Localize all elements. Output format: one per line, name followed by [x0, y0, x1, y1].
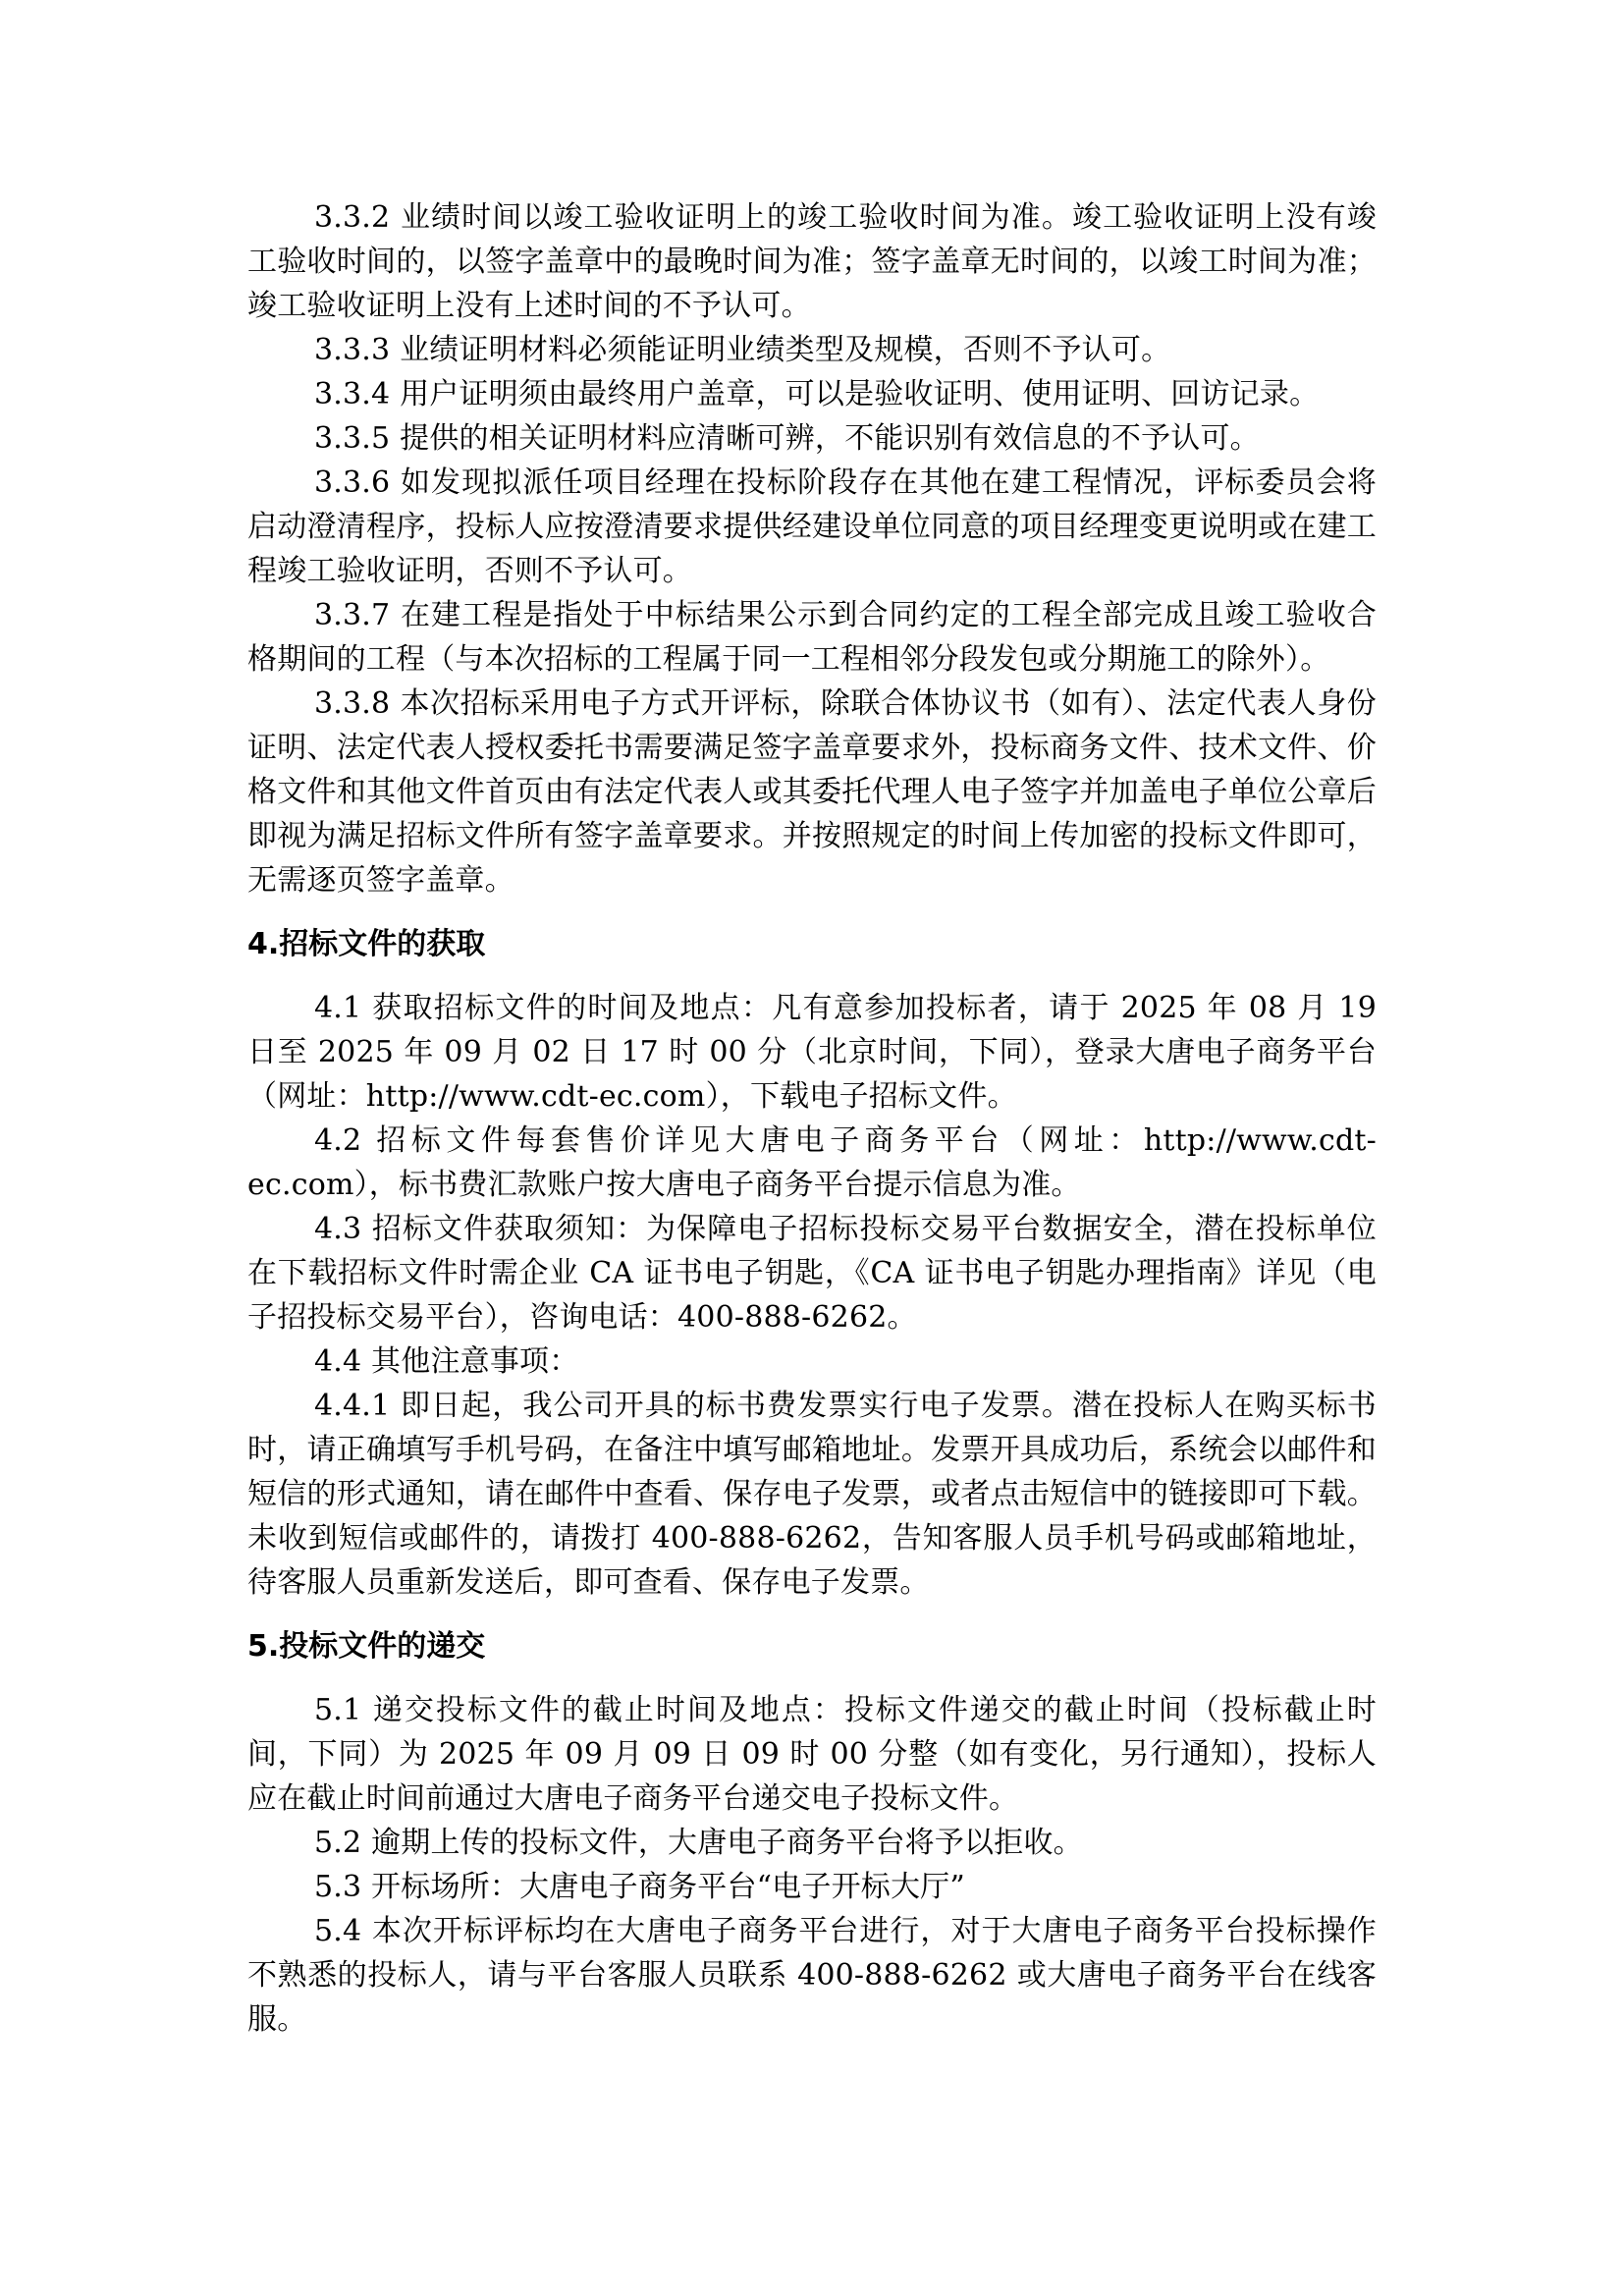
- paragraph-4-4: 4.4 其他注意事项：: [314, 1344, 579, 1379]
- paragraph-3-3-2: 3.3.2 业绩时间以竣工验收证明上的竣工验收时间为准。竣工验收证明上没有竣工验收时间的，以签字盖章中的最晚时间为准；签字盖章无时间的，以竣工时间为准；竣工验收证明上没有上述时间的不予认可。: [247, 200, 1377, 323]
- paragraph-5-2: 5.2 逾期上传的投标文件，大唐电子商务平台将予以拒收。: [314, 1826, 1083, 1860]
- section-4-heading: 4.招标文件的获取: [247, 927, 486, 961]
- paragraph-5-1: 5.1 递交投标文件的截止时间及地点：投标文件递交的截止时间（投标截止时间，下同）为 2025 年 09 月 09 日 09 时 00 分整（如有变化，另行通知），投标人应在截止时间前通过大唐电子商务平台递交电子投标文件。: [247, 1693, 1377, 1816]
- paragraph-3-3-7: 3.3.7 在建工程是指处于中标结果公示到合同约定的工程全部完成且竣工验收合格期间的工程（与本次招标的工程属于同一工程相邻分段发包或分期施工的除外）。: [247, 598, 1377, 677]
- paragraph-4-1: 4.1 获取招标文件的时间及地点：凡有意参加投标者，请于 2025 年 08 月 19 日至 2025 年 09 月 02 日 17 时 00 分（北京时间，下同），登录大唐电子商务平台（网址：http://www.cdt-ec.com），下载电子招标文件。: [247, 991, 1377, 1114]
- paragraph-3-3-4: 3.3.4 用户证明须由最终用户盖章，可以是验收证明、使用证明、回访记录。: [314, 377, 1320, 411]
- paragraph-3-3-3: 3.3.3 业绩证明材料必须能证明业绩类型及规模，否则不予认可。: [314, 333, 1171, 367]
- paragraph-3-3-6: 3.3.6 如发现拟派任项目经理在投标阶段存在其他在建工程情况，评标委员会将启动澄清程序，投标人应按澄清要求提供经建设单位同意的项目经理变更说明或在建工程竣工验收证明，否则不予认可。: [247, 465, 1377, 588]
- paragraph-4-4-1: 4.4.1 即日起，我公司开具的标书费发票实行电子发票。潜在投标人在购买标书时，请正确填写手机号码，在备注中填写邮箱地址。发票开具成功后，系统会以邮件和短信的形式通知，请在邮件中查看、保存电子发票，或者点击短信中的链接即可下载。未收到短信或邮件的，请拨打 400-888-6262，告知客服人员手机号码或邮箱地址，待客服人员重新发送后，即可查看、保存电子发票。: [247, 1389, 1377, 1600]
- paragraph-4-2: 4.2 招标文件每套售价详见大唐电子商务平台（网址：http://www.cdt-ec.com），标书费汇款账户按大唐电子商务平台提示信息为准。: [247, 1123, 1377, 1202]
- paragraph-3-3-8: 3.3.8 本次招标采用电子方式开评标，除联合体协议书（如有）、法定代表人身份证明、法定代表人授权委托书需要满足签字盖章要求外，投标商务文件、技术文件、价格文件和其他文件首页由有法定代表人或其委托代理人电子签字并加盖电子单位公章后即视为满足招标文件所有签字盖章要求。并按照规定的时间上传加密的投标文件即可，无需逐页签字盖章。: [247, 686, 1377, 898]
- document-page: [247, 195, 1377, 2042]
- section-5-heading: 5.投标文件的递交: [247, 1629, 486, 1664]
- paragraph-4-3: 4.3 招标文件获取须知：为保障电子招标投标交易平台数据安全，潜在投标单位在下载招标文件时需企业 CA 证书电子钥匙，《CA 证书电子钥匙办理指南》详见（电子招投标交易平台），咨询电话：400-888-6262。: [247, 1212, 1377, 1335]
- paragraph-5-3: 5.3 开标场所：大唐电子商务平台“电子开标大厅”: [314, 1870, 965, 1904]
- paragraph-5-4: 5.4 本次开标评标均在大唐电子商务平台进行，对于大唐电子商务平台投标操作不熟悉的投标人，请与平台客服人员联系 400-888-6262 或大唐电子商务平台在线客服。: [247, 1914, 1377, 2037]
- paragraph-3-3-5: 3.3.5 提供的相关证明材料应清晰可辨，不能识别有效信息的不予认可。: [314, 421, 1260, 456]
